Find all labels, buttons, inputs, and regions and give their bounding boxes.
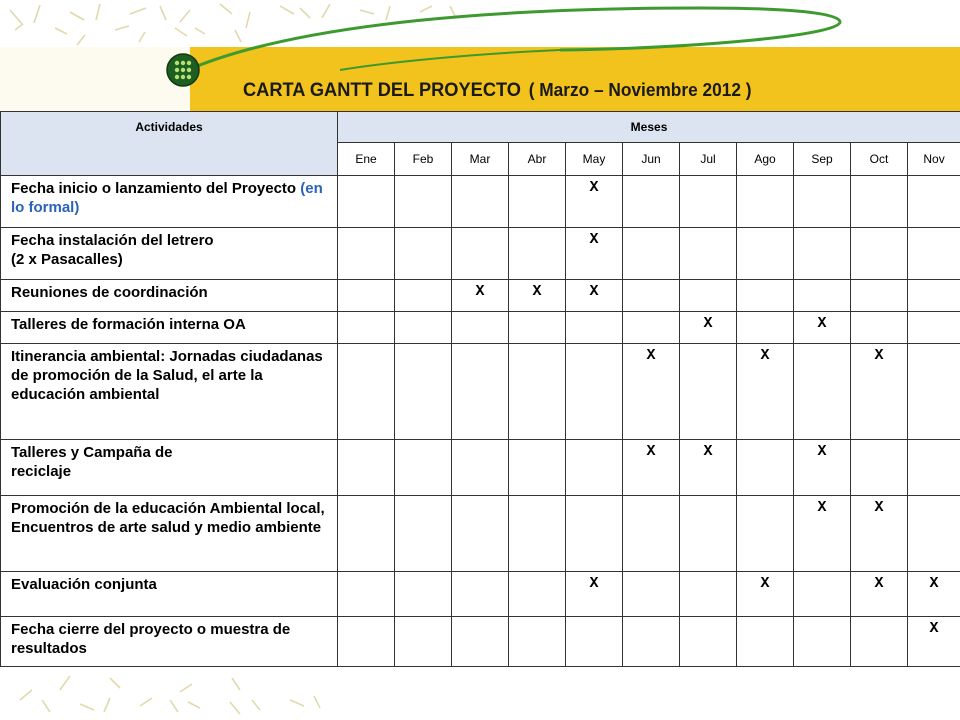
gantt-cell-abr <box>509 617 566 667</box>
gantt-cell-jul <box>680 280 737 312</box>
gantt-cell-oct <box>851 440 908 496</box>
logo-icon <box>166 53 200 87</box>
gantt-mark: X <box>589 179 599 196</box>
activity-text: Talleres y Campaña de reciclaje <box>11 444 173 480</box>
gantt-cell-feb <box>395 440 452 496</box>
gantt-cell-jun <box>623 280 680 312</box>
activity-row <box>1 572 960 617</box>
gantt-cell-sep <box>794 280 851 312</box>
gantt-cell-ago <box>737 496 794 572</box>
gantt-cell-sep <box>794 344 851 440</box>
gantt-cell-mar <box>452 176 509 228</box>
gantt-cell-feb <box>395 228 452 280</box>
gantt-cell-jun <box>623 312 680 344</box>
gantt-mark: X <box>475 283 485 300</box>
activity-name <box>1 312 338 344</box>
gantt-cell-ene <box>338 280 395 312</box>
gantt-cell-jun <box>623 496 680 572</box>
gantt-cell-oct <box>851 344 908 440</box>
gantt-cell-abr <box>509 572 566 617</box>
gantt-cell-nov <box>908 176 960 228</box>
gantt-cell-jul <box>680 176 737 228</box>
gantt-cell-abr <box>509 312 566 344</box>
gantt-cell-mar <box>452 280 509 312</box>
gantt-cell-abr <box>509 440 566 496</box>
gantt-cell-oct <box>851 617 908 667</box>
gantt-cell-mar <box>452 312 509 344</box>
gantt-mark: X <box>929 575 939 592</box>
gantt-cell-mar <box>452 344 509 440</box>
months-header: Meses <box>338 112 960 143</box>
activity-name <box>1 440 338 496</box>
gantt-cell-jul <box>680 572 737 617</box>
gantt-cell-jul <box>680 617 737 667</box>
page-title-range: ( Marzo – Noviembre 2012 ) <box>528 80 752 100</box>
activity-name <box>1 344 338 440</box>
decorative-swoosh <box>0 0 960 120</box>
gantt-cell-ene <box>338 617 395 667</box>
gantt-cell-jun <box>623 176 680 228</box>
activity-name <box>1 496 338 572</box>
gantt-cell-mar <box>452 440 509 496</box>
activity-row <box>1 496 960 572</box>
gantt-cell-feb <box>395 312 452 344</box>
gantt-mark: X <box>760 575 770 592</box>
gantt-mark: X <box>589 575 599 592</box>
gantt-cell-nov <box>908 440 960 496</box>
gantt-cell-ago <box>737 440 794 496</box>
gantt-cell-oct <box>851 228 908 280</box>
gantt-cell-nov <box>908 572 960 617</box>
gantt-cell-ene <box>338 440 395 496</box>
gantt-cell-ago <box>737 344 794 440</box>
gantt-cell-abr <box>509 344 566 440</box>
gantt-cell-jul <box>680 496 737 572</box>
activity-name <box>1 280 338 312</box>
gantt-cell-mar <box>452 496 509 572</box>
gantt-cell-ago <box>737 617 794 667</box>
activity-row <box>1 344 960 440</box>
gantt-mark: X <box>703 443 713 460</box>
gantt-cell-may <box>566 312 623 344</box>
gantt-mark: X <box>760 347 770 364</box>
gantt-cell-feb <box>395 280 452 312</box>
gantt-cell-ago <box>737 572 794 617</box>
gantt-cell-sep <box>794 176 851 228</box>
activity-text: Promoción de la educación Ambiental local, Encuentros de arte salud y medio ambiente <box>11 500 325 536</box>
header-row <box>1 112 960 143</box>
gantt-cell-feb <box>395 496 452 572</box>
gantt-cell-may <box>566 344 623 440</box>
month-header-mar: Mar <box>452 143 509 176</box>
month-header-feb: Feb <box>395 143 452 176</box>
gantt-cell-jul <box>680 312 737 344</box>
activity-text: Evaluación conjunta <box>11 576 157 593</box>
gantt-cell-mar <box>452 617 509 667</box>
activity-row <box>1 228 960 280</box>
gantt-cell-may <box>566 617 623 667</box>
activity-name <box>1 176 338 228</box>
page-title-text: CARTA GANTT DEL PROYECTO <box>243 80 522 101</box>
month-header-may: May <box>566 143 623 176</box>
activity-text: Fecha instalación del letrero (2 x Pasacalles) <box>11 232 214 268</box>
gantt-mark: X <box>646 443 656 460</box>
gantt-cell-nov <box>908 312 960 344</box>
month-header-jun: Jun <box>623 143 680 176</box>
month-header-ago: Ago <box>737 143 794 176</box>
gantt-cell-may <box>566 572 623 617</box>
gantt-cell-feb <box>395 344 452 440</box>
gantt-cell-ene <box>338 228 395 280</box>
gantt-cell-ene <box>338 312 395 344</box>
gantt-cell-jun <box>623 617 680 667</box>
gantt-mark: X <box>874 499 884 516</box>
activity-text: Itinerancia ambiental: Jornadas ciudadanas de promoción de la Salud, el arte la educación ambiental <box>11 348 323 403</box>
gantt-mark: X <box>929 620 939 637</box>
gantt-mark: X <box>703 315 713 332</box>
activity-name <box>1 228 338 280</box>
gantt-cell-abr <box>509 176 566 228</box>
gantt-mark: X <box>817 443 827 460</box>
gantt-cell-nov <box>908 344 960 440</box>
gantt-cell-ago <box>737 176 794 228</box>
gantt-cell-sep <box>794 496 851 572</box>
gantt-cell-feb <box>395 572 452 617</box>
gantt-mark: X <box>646 347 656 364</box>
gantt-cell-may <box>566 440 623 496</box>
gantt-mark: X <box>874 575 884 592</box>
gantt-cell-may <box>566 228 623 280</box>
activity-name <box>1 572 338 617</box>
activity-row <box>1 617 960 667</box>
gantt-mark: X <box>817 499 827 516</box>
gantt-cell-oct <box>851 496 908 572</box>
month-header-sep: Sep <box>794 143 851 176</box>
activity-text: Reuniones de coordinación <box>11 284 208 301</box>
gantt-cell-nov <box>908 280 960 312</box>
month-header-abr: Abr <box>509 143 566 176</box>
gantt-mark: X <box>874 347 884 364</box>
gantt-cell-nov <box>908 228 960 280</box>
gantt-cell-nov <box>908 617 960 667</box>
gantt-cell-ago <box>737 228 794 280</box>
gantt-cell-abr <box>509 228 566 280</box>
gantt-cell-may <box>566 280 623 312</box>
gantt-cell-jun <box>623 228 680 280</box>
gantt-table <box>0 111 960 667</box>
gantt-cell-oct <box>851 572 908 617</box>
gantt-cell-abr <box>509 280 566 312</box>
activity-text: Fecha cierre del proyecto o muestra de resultados <box>11 621 291 657</box>
gantt-mark: X <box>532 283 542 300</box>
activity-row <box>1 440 960 496</box>
activity-text: Talleres de formación interna OA <box>11 316 246 333</box>
gantt-cell-oct <box>851 280 908 312</box>
activity-text: Fecha inicio o lanzamiento del Proyecto <box>11 180 297 197</box>
gantt-cell-ene <box>338 496 395 572</box>
gantt-cell-jul <box>680 344 737 440</box>
month-header-ene: Ene <box>338 143 395 176</box>
gantt-cell-feb <box>395 176 452 228</box>
gantt-cell-sep <box>794 617 851 667</box>
gantt-cell-sep <box>794 312 851 344</box>
activity-row <box>1 312 960 344</box>
gantt-cell-jul <box>680 228 737 280</box>
gantt-cell-ene <box>338 572 395 617</box>
gantt-cell-ene <box>338 344 395 440</box>
activity-row <box>1 176 960 228</box>
activity-row <box>1 280 960 312</box>
activity-highlight: (en lo formal) <box>11 180 323 216</box>
gantt-cell-jun <box>623 344 680 440</box>
gantt-cell-jun <box>623 440 680 496</box>
gantt-mark: X <box>589 231 599 248</box>
activities-header: Actividades <box>1 112 338 176</box>
gantt-cell-sep <box>794 440 851 496</box>
gantt-cell-jul <box>680 440 737 496</box>
activity-name <box>1 617 338 667</box>
gantt-cell-may <box>566 176 623 228</box>
gantt-cell-feb <box>395 617 452 667</box>
month-header-oct: Oct <box>851 143 908 176</box>
page-title <box>243 80 752 102</box>
gantt-cell-oct <box>851 176 908 228</box>
gantt-cell-ago <box>737 280 794 312</box>
gantt-cell-abr <box>509 496 566 572</box>
gantt-body <box>1 176 960 667</box>
gantt-cell-oct <box>851 312 908 344</box>
gantt-cell-nov <box>908 496 960 572</box>
month-header-jul: Jul <box>680 143 737 176</box>
gantt-cell-ene <box>338 176 395 228</box>
gantt-cell-ago <box>737 312 794 344</box>
month-header-nov: Nov <box>908 143 960 176</box>
gantt-mark: X <box>589 283 599 300</box>
gantt-cell-may <box>566 496 623 572</box>
gantt-cell-mar <box>452 228 509 280</box>
gantt-mark: X <box>817 315 827 332</box>
gantt-cell-mar <box>452 572 509 617</box>
gantt-cell-sep <box>794 228 851 280</box>
gantt-cell-jun <box>623 572 680 617</box>
gantt-cell-sep <box>794 572 851 617</box>
